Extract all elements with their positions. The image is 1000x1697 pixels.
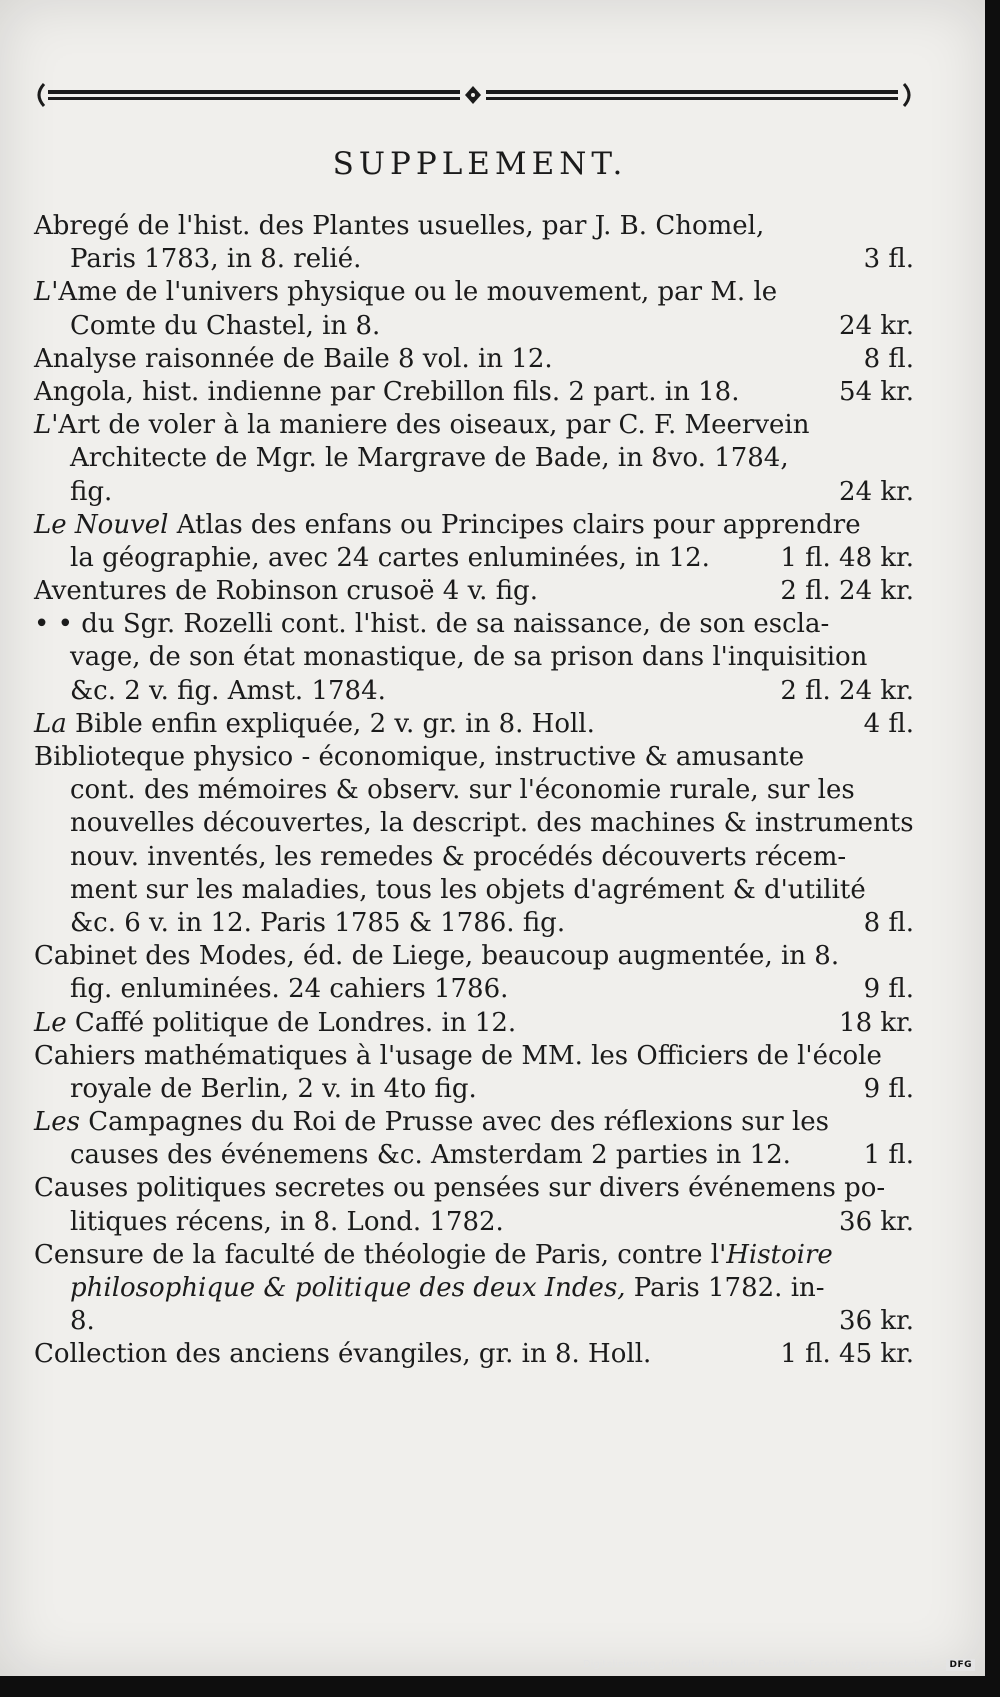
entry-price: 8 fl. (863, 343, 914, 374)
entry-line (34, 807, 914, 840)
entry-text: Censure de la faculté de théologie de Paris, contre l' (34, 1239, 727, 1270)
entry-line (34, 210, 914, 243)
entry-text: 8. (70, 1306, 95, 1337)
italic-text: Les (34, 1107, 80, 1138)
entry-line (34, 973, 914, 1006)
entry-line (34, 243, 914, 276)
entry-line (34, 1239, 914, 1272)
entry-line (34, 509, 914, 542)
entry-text: Biblioteque physico - économique, instructive & amusante (34, 742, 805, 772)
catalogue-entry (34, 575, 914, 608)
entry-text: Collection des anciens évangiles, gr. in 8. Holl. (34, 1339, 652, 1370)
entry-text: vage, de son état monastique, de sa prison dans l'inquisition (70, 642, 868, 673)
entry-price: 54 kr. (839, 376, 914, 407)
italic-text: Le Nouvel (34, 509, 169, 540)
catalogue-entry (34, 1106, 914, 1172)
entry-text: &c. 2 v. fig. Amst. 1784. (70, 675, 386, 706)
entry-text: Cahiers mathématiques à l'usage de MM. les Officiers de l'école (34, 1040, 882, 1071)
entry-line (34, 1007, 914, 1040)
entry-line (34, 708, 914, 741)
entry-price: 1 fl. 48 kr. (780, 542, 914, 573)
entry-line (34, 1139, 914, 1172)
entry-line (34, 741, 914, 774)
entry-price: 24 kr. (839, 310, 914, 341)
entry-price: 36 kr. (839, 1206, 914, 1237)
entry-line (34, 874, 914, 907)
entry-line (34, 542, 914, 575)
entry-text: ment sur les maladies, tous les objets d'agrément & d'utilité (70, 874, 866, 905)
entry-line (34, 841, 914, 874)
entry-text: causes des événemens &c. Amsterdam 2 parties in 12. (70, 1140, 791, 1171)
entry-text: nouvelles découvertes, la descript. des machines & instruments (70, 808, 914, 839)
catalogue-entry (34, 1172, 914, 1238)
entry-text: Caffé politique de Londres. in 12. (66, 1007, 517, 1038)
entry-price: 36 kr. (839, 1306, 914, 1337)
entry-text: royale de Berlin, 2 v. in 4to fig. (70, 1073, 477, 1104)
entry-price: 9 fl. (863, 1073, 914, 1104)
entry-text: fig. (70, 476, 113, 507)
page-heading: SUPPLEMENT. (332, 146, 628, 182)
catalogue-entry (34, 509, 914, 575)
entry-line (34, 376, 914, 409)
entry-text: Aventures de Robinson crusoë 4 v. fig. (34, 576, 538, 607)
entry-line (34, 1272, 914, 1305)
catalogue-entry (34, 741, 914, 940)
catalogue-entry (34, 940, 914, 1006)
italic-text: L' (34, 277, 59, 308)
catalogue-entry (34, 210, 914, 276)
catalogue-entry (34, 708, 914, 741)
entry-text: fig. enluminées. 24 cahiers 1786. (70, 974, 509, 1005)
italic-text: La (34, 708, 67, 739)
entry-text: cont. des mémoires & observ. sur l'économie rurale, sur les (70, 775, 855, 806)
entry-text: Campagnes du Roi de Prusse avec des réflexions sur les (80, 1107, 829, 1138)
entry-text: nouv. inventés, les remedes & procédés découverts récem- (70, 841, 847, 872)
entry-text: Architecte de Mgr. le Margrave de Bade, in 8vo. 1784, (70, 443, 789, 474)
catalogue-entry (34, 276, 914, 342)
entry-price: 3 fl. (863, 244, 914, 275)
entry-line (34, 608, 914, 641)
entry-text: • • du Sgr. Rozelli cont. l'hist. de sa naissance, de son escla- (34, 609, 830, 640)
entry-line (34, 1206, 914, 1239)
catalogue-entry (34, 1239, 914, 1339)
catalogue-entry (34, 1040, 914, 1106)
entry-text: Analyse raisonnée de Baile 8 vol. in 12. (34, 343, 553, 374)
entry-price: 9 fl. (863, 974, 914, 1005)
entry-line (34, 1305, 914, 1338)
catalogue-entry (34, 608, 914, 708)
catalogue-entry (34, 343, 914, 376)
entry-text: Cabinet des Modes, éd. de Liege, beaucoup augmentée, in 8. (34, 941, 840, 972)
entry-line (34, 276, 914, 309)
catalogue-entry (34, 376, 914, 409)
entry-price: 24 kr. (839, 476, 914, 507)
entry-line (34, 476, 914, 509)
entry-text: Bible enfin expliquée, 2 v. gr. in 8. Holl. (66, 708, 595, 739)
entry-text: Paris 1782. in- (625, 1273, 825, 1303)
entry-text: litiques récens, in 8. Lond. 1782. (70, 1206, 504, 1237)
digitization-credit (583, 1657, 975, 1672)
catalogue-entry (34, 1007, 914, 1040)
entry-price: 2 fl. 24 kr. (780, 576, 914, 607)
entry-price: 2 fl. 24 kr. (780, 675, 914, 706)
entry-text: Paris 1783, in 8. relié. (70, 244, 362, 275)
entry-text: Art de voler à la maniere des oiseaux, par C. F. Meervein (58, 410, 810, 441)
entry-line (34, 343, 914, 376)
entry-line (34, 575, 914, 608)
entry-line (34, 1073, 914, 1106)
dfg-logo-icon: DFG (946, 1659, 975, 1671)
entry-price: 8 fl. (863, 907, 914, 938)
entry-line (34, 409, 914, 442)
entry-text: Ame de l'univers physique ou le mouvement, par M. le (58, 277, 778, 308)
entry-line (34, 1040, 914, 1073)
italic-text: Le (34, 1007, 67, 1038)
catalogue-entry (34, 409, 914, 509)
entry-line (34, 641, 914, 674)
italic-text: L' (34, 410, 59, 441)
entry-line (34, 1338, 914, 1371)
entry-line (34, 442, 914, 475)
entry-text: &c. 6 v. in 12. Paris 1785 & 1786. fig. (70, 907, 566, 938)
entry-price: 18 kr. (839, 1007, 914, 1038)
entry-line (34, 774, 914, 807)
entry-price: 4 fl. (863, 708, 914, 739)
italic-text: philosophique & politique des deux Indes, (70, 1273, 626, 1303)
entry-text: Abregé de l'hist. des Plantes usuelles, par J. B. Chomel, (34, 211, 765, 241)
entry-text: la géographie, avec 24 cartes enluminées, in 12. (70, 542, 710, 573)
entry-line (34, 940, 914, 973)
entry-line (34, 907, 914, 940)
entry-line (34, 1172, 914, 1205)
entry-price: 1 fl. 45 kr. (780, 1339, 914, 1370)
ornamental-rule (34, 78, 914, 112)
credit-text: Digitalisierung gefördert durch die Deutsche Forschungsgemeinschaft - (582, 1659, 941, 1670)
entry-text: Atlas des enfans ou Principes clairs pour apprendre (168, 509, 861, 540)
entry-line (34, 675, 914, 708)
entry-text: Angola, hist. indienne par Crebillon fils. 2 part. in 18. (34, 376, 740, 407)
entry-line (34, 310, 914, 343)
entry-text: Comte du Chastel, in 8. (70, 310, 381, 341)
entry-text: Causes politiques secretes ou pensées sur divers événemens po- (34, 1173, 886, 1204)
catalogue-entries (34, 210, 914, 1372)
italic-text: Histoire (726, 1239, 833, 1270)
catalogue-entry (34, 1338, 914, 1371)
entry-price: 1 fl. (863, 1140, 914, 1171)
entry-line (34, 1106, 914, 1139)
